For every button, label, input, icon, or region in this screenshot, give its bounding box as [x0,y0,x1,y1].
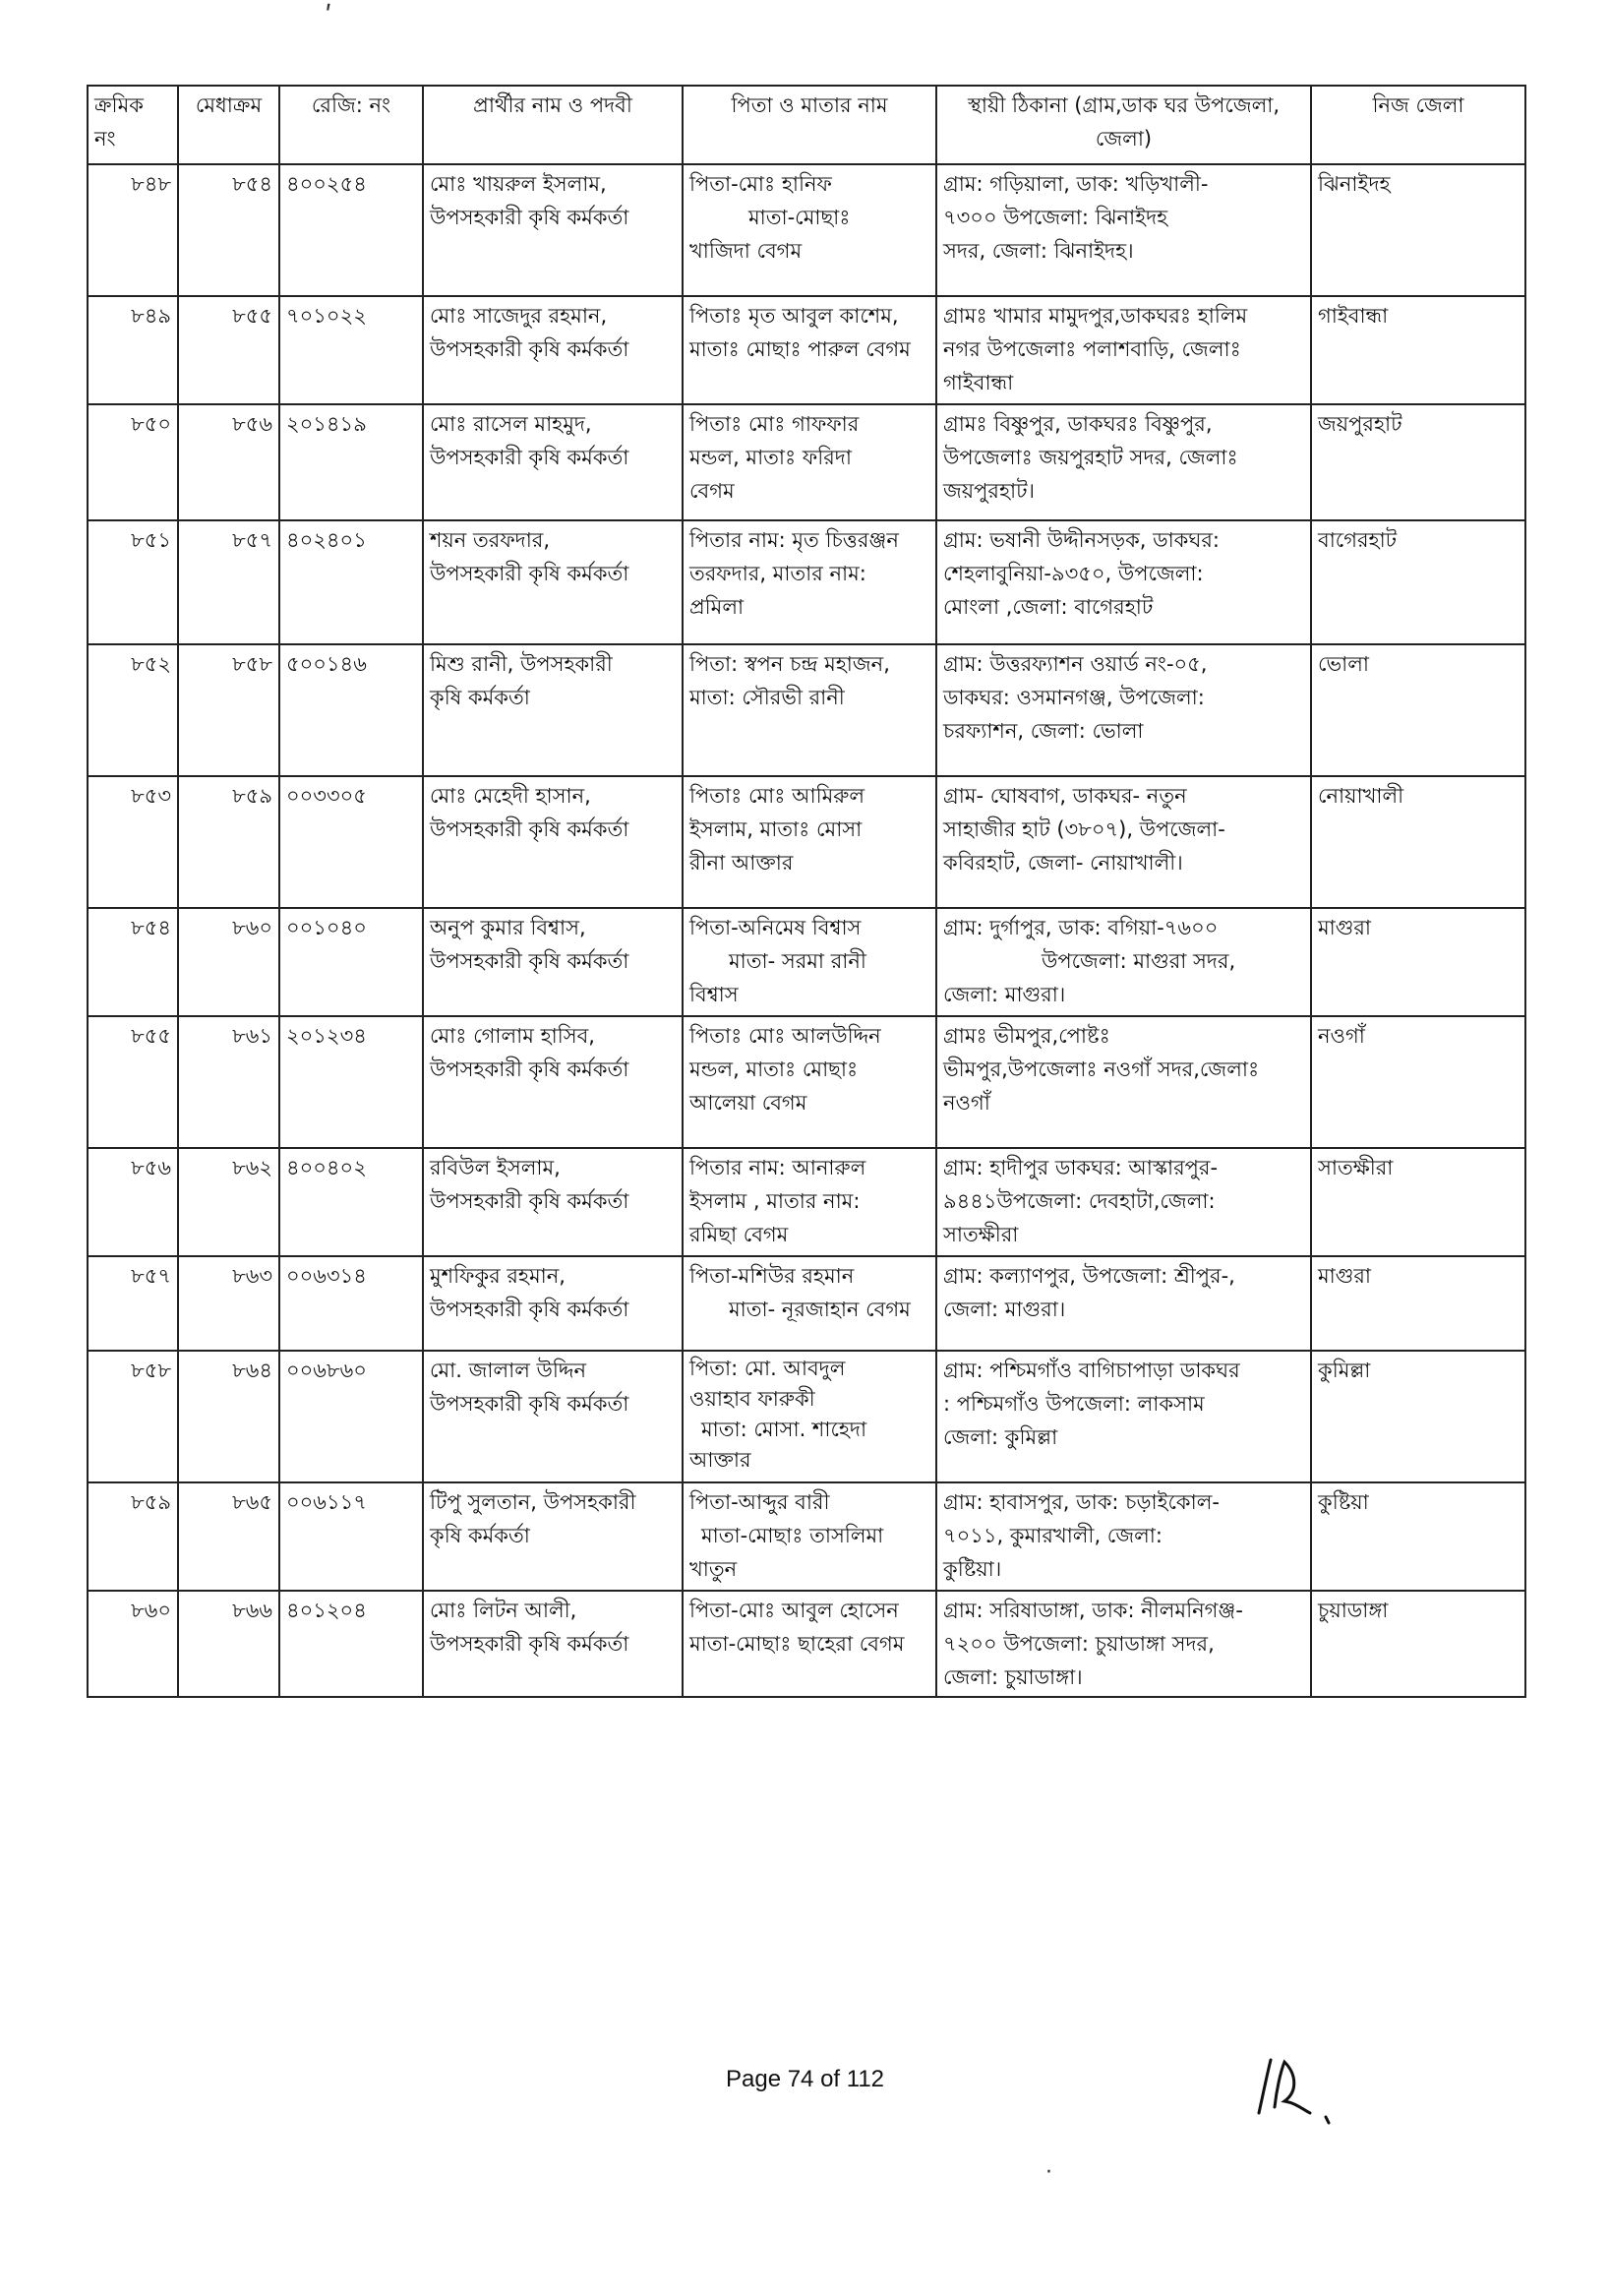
designation-line: উপসহকারী কৃষি কর্মকর্তা [430,1057,629,1081]
address-line: গ্রাম: হাবাসপুর, ডাক: চড়াইকোল- [943,1490,1220,1514]
parents-line: রমিছা বেগম [689,1223,789,1246]
address-line: জেলা: মাগুরা। [943,983,1066,1006]
name-cell [423,296,683,404]
parents-cell [683,296,936,404]
parents-cell [683,1351,936,1482]
serial-cell: ৮৫৮ [88,1351,178,1482]
merit-cell: ৮৫৫ [178,296,279,404]
parents-line: তরফদার, মাতার নাম: [689,562,866,585]
table-row [88,1351,1525,1482]
name-line: রবিউল ইসলাম, [430,1156,561,1179]
name-cell [423,1016,683,1148]
designation-line: উপসহকারী কৃষি কর্মকর্তা [430,337,629,361]
registration-cell: ০০৬৩১৪ [279,1256,423,1351]
parents-cell [683,164,936,296]
address-cell [936,1256,1311,1351]
parents-line: পিতা: স্বপন চন্দ্র মহাজন, [689,652,890,676]
parents-line: মাতা- সরমা রানী [729,949,866,973]
merit-cell: ৮৫৪ [178,164,279,296]
table-row [88,776,1525,908]
address-line: কবিরহাট, জেলা- নোয়াখালী। [943,851,1183,875]
parents-line: আলেয়া বেগম [689,1091,807,1115]
parents-line: মাতা- নূরজাহান বেগম [729,1298,911,1321]
parents-line: পিতার নাম: মৃত চিত্তরঞ্জন [689,528,899,552]
registration-cell: ০০৬১১৭ [279,1482,423,1591]
parents-line: পিতা-আব্দুর বারী [689,1490,830,1514]
parents-line: বেগম [689,479,735,503]
parents-line: পিতাঃ মোঃ গাফফার [689,412,860,436]
header-address: স্থায়ী ঠিকানা (গ্রাম,ডাক ঘর উপজেলা, জেলা) [936,86,1311,164]
name-line: টিপু সুলতান, উপসহকারী [430,1490,636,1514]
address-line: ৯৪৪১উপজেলা: দেবহাটা,জেলা: [943,1189,1216,1213]
merit-cell: ৮৬০ [178,908,279,1016]
parents-line: পিতা-মোঃ আবুল হোসেন [689,1599,899,1622]
district-cell: মাগুরা [1311,1256,1525,1351]
signature-icon [1241,2048,1349,2127]
registration-cell: ৫০০১৪৬ [279,644,423,776]
address-line: গ্রাম: কল্যাণপুর, উপজেলা: শ্রীপুর-, [943,1264,1235,1288]
address-line: গ্রাম: দুর্গাপুর, ডাক: বগিয়া-৭৬০০ [943,916,1219,939]
address-cell [936,296,1311,404]
serial-cell: ৮৪৮ [88,164,178,296]
address-line: গ্রাম: ভষানী উদ্দীনসড়ক, ডাকঘর: [943,528,1220,552]
table-row [88,1591,1525,1697]
address-line: মোংলা ,জেলা: বাগেরহাট [943,595,1154,619]
address-line: গ্রাম: উত্তরফ্যাশন ওয়ার্ড নং-০৫, [943,652,1208,676]
address-line: : পশ্চিমগাঁও উপজেলা: লাকসাম [943,1392,1205,1416]
name-cell [423,908,683,1016]
address-line: গ্রামঃ ভীমপুর,পোষ্টঃ [943,1024,1110,1048]
address-line: ডাকঘর: ওসমানগঞ্জ, উপজেলা: [943,686,1205,709]
parents-line: মাতা: মোসা. শাহেদা [701,1418,867,1441]
serial-cell: ৮৫২ [88,644,178,776]
parents-cell [683,1016,936,1148]
address-line: উপজেলা: মাগুরা সদর, [1042,949,1236,973]
district-cell: নওগাঁ [1311,1016,1525,1148]
serial-cell: ৮৫৯ [88,1482,178,1591]
district-cell: জয়পুরহাট [1311,404,1525,520]
registration-cell: ০০৩৩০৫ [279,776,423,908]
name-line: মোঃ রাসেল মাহমুদ, [430,412,592,436]
header-merit: মেধাক্রম [178,86,279,164]
merit-cell: ৮৫৯ [178,776,279,908]
district-cell: বাগেরহাট [1311,520,1525,644]
designation-line: উপসহকারী কৃষি কর্মকর্তা [430,562,629,585]
address-line: সদর, জেলা: ঝিনাইদহ। [943,239,1134,263]
serial-cell: ৮৫১ [88,520,178,644]
header-district: নিজ জেলা [1311,86,1525,164]
address-line: গ্রাম: গড়িয়ালা, ডাক: খড়িখালী- [943,172,1209,196]
parents-line: ওয়াহাব ফারুকী [689,1387,815,1411]
address-line: গ্রাম: সরিষাডাঙ্গা, ডাক: নীলমনিগঞ্জ- [943,1599,1243,1622]
address-line: ৭০১১, কুমারখালী, জেলা: [943,1524,1163,1547]
parents-line: রীনা আক্তার [689,851,794,875]
merit-cell: ৮৫৭ [178,520,279,644]
designation-line: কৃষি কর্মকর্তা [430,686,530,709]
registration-cell: ৪০০৪০২ [279,1148,423,1256]
name-line: মুশফিকুর রহমান, [430,1264,566,1288]
designation-line: উপসহকারী কৃষি কর্মকর্তা [430,1632,629,1656]
parents-line: প্রমিলা [689,595,745,619]
serial-cell: ৮৫৬ [88,1148,178,1256]
address-line: জেলা: মাগুরা। [943,1298,1066,1321]
merit-cell: ৮৬৬ [178,1591,279,1697]
parents-line: পিতা-মশিউর রহমান [689,1264,855,1288]
roster-sheet [87,85,1524,1698]
serial-cell: ৮৫৭ [88,1256,178,1351]
table-row [88,644,1525,776]
address-cell [936,1016,1311,1148]
name-line: মিশু রানী, উপসহকারী [430,652,613,676]
registration-cell: ৪০২৪০১ [279,520,423,644]
district-cell: নোয়াখালী [1311,776,1525,908]
designation-line: উপসহকারী কৃষি কর্মকর্তা [430,817,629,841]
parents-cell [683,520,936,644]
designation-line: উপসহকারী কৃষি কর্মকর্তা [430,1392,629,1416]
parents-line: মন্ডল, মাতাঃ ফরিদা [689,446,852,469]
district-cell: কুষ্টিয়া [1311,1482,1525,1591]
serial-cell: ৮৫৩ [88,776,178,908]
registration-cell: ০০৬৮৬০ [279,1351,423,1482]
address-line: সাহাজীর হাট (৩৮০৭), উপজেলা- [943,817,1225,841]
table-row [88,1148,1525,1256]
name-line: মোঃ মেহেদী হাসান, [430,784,591,808]
table-header-row [88,86,1525,164]
name-cell [423,644,683,776]
header-parents: পিতা ও মাতার নাম [683,86,936,164]
name-cell [423,776,683,908]
address-line: গ্রামঃ খামার মামুদপুর,ডাকঘরঃ হালিম [943,304,1248,328]
parents-line: পিতা-অনিমেষ বিশ্বাস [689,916,862,939]
table-row [88,1256,1525,1351]
merit-cell: ৮৬৪ [178,1351,279,1482]
table-row [88,1482,1525,1591]
parents-cell [683,908,936,1016]
district-cell: গাইবান্ধা [1311,296,1525,404]
merit-cell: ৮৬১ [178,1016,279,1148]
table-row [88,296,1525,404]
district-cell: সাতক্ষীরা [1311,1148,1525,1256]
header-name-designation: প্রার্থীর নাম ও পদবী [423,86,683,164]
district-cell: কুমিল্লা [1311,1351,1525,1482]
header-registration: রেজি: নং [279,86,423,164]
parents-cell [683,1256,936,1351]
address-line: জেলা: কুমিল্লা [943,1425,1058,1449]
designation-line: উপসহকারী কৃষি কর্মকর্তা [430,446,629,469]
registration-cell: ৪০০২৫৪ [279,164,423,296]
serial-cell: ৮৪৯ [88,296,178,404]
table-row [88,164,1525,296]
address-line: গ্রাম: পশ্চিমগাঁও বাগিচাপাড়া ডাকঘর [943,1359,1240,1382]
table-row [88,1016,1525,1148]
name-cell [423,1256,683,1351]
table-body [88,164,1525,1697]
merit-cell: ৮৫৮ [178,644,279,776]
designation-line: উপসহকারী কৃষি কর্মকর্তা [430,1189,629,1213]
merit-cell: ৮৬২ [178,1148,279,1256]
district-cell: মাগুরা [1311,908,1525,1016]
address-line: জেলা: চুয়াডাঙ্গা। [943,1665,1083,1689]
address-line: গাইবান্ধা [943,371,1014,394]
address-line: কুষ্টিয়া। [943,1557,1002,1581]
table-row [88,404,1525,520]
parents-line: মাতাঃ মোছাঃ পারুল বেগম [689,337,911,361]
address-line: ৭২০০ উপজেলা: চুয়াডাঙ্গা সদর, [943,1632,1215,1656]
address-line: চরফ্যাশন, জেলা: ভোলা [943,719,1144,743]
serial-cell: ৮৬০ [88,1591,178,1697]
address-line: গ্রাম- ঘোষবাগ, ডাকঘর- নতুন [943,784,1187,808]
address-cell [936,644,1311,776]
parents-line: মাতা-মোছাঃ তাসলিমা [701,1524,884,1547]
address-cell [936,1351,1311,1482]
parents-line: মাতা: সৌরভী রানী [689,686,845,709]
parents-line: বিশ্বাস [689,983,739,1006]
registration-cell: ০০১০৪০ [279,908,423,1016]
parents-cell [683,644,936,776]
registration-cell: ৭০১০২২ [279,296,423,404]
district-cell: চুয়াডাঙ্গা [1311,1591,1525,1697]
parents-line: পিতাঃ মোঃ আমিরুল [689,784,865,808]
address-line: ভীমপুর,উপজেলাঃ নওগাঁ সদর,জেলাঃ [943,1057,1260,1081]
page-number: Page 74 of 112 [725,2066,885,2092]
name-cell [423,520,683,644]
parents-line: পিতা: মো. আবদুল [689,1357,846,1380]
address-line: গ্রামঃ বিষ্ণুপুর, ডাকঘরঃ বিষ্ণুপুর, [943,412,1213,436]
parents-cell [683,404,936,520]
address-line: ৭৩০০ উপজেলা: ঝিনাইদহ [943,206,1168,229]
parents-line: আক্তার [689,1448,751,1472]
address-line: নগর উপজেলাঃ পলাশবাড়ি, জেলাঃ [943,337,1241,361]
header-serial: ক্রমিক নং [88,86,178,164]
registration-cell: ২০১২৩৪ [279,1016,423,1148]
district-cell: ভোলা [1311,644,1525,776]
parents-line: পিতার নাম: আনারুল [689,1156,866,1179]
merit-cell: ৮৫৬ [178,404,279,520]
address-line: গ্রাম: হাদীপুর ডাকঘর: আস্কারপুর- [943,1156,1219,1179]
address-cell [936,164,1311,296]
name-cell [423,164,683,296]
address-cell [936,404,1311,520]
serial-cell: ৮৫৫ [88,1016,178,1148]
parents-cell [683,776,936,908]
name-line: মোঃ গোলাম হাসিব, [430,1024,595,1048]
parents-line: মন্ডল, মাতাঃ মোছাঃ [689,1057,859,1081]
table-row [88,520,1525,644]
name-cell [423,404,683,520]
parents-cell [683,1148,936,1256]
table-row [88,908,1525,1016]
parents-line: পিতা-মোঃ হানিফ [689,172,832,196]
address-cell [936,520,1311,644]
name-cell [423,1148,683,1256]
name-cell [423,1591,683,1697]
name-line: মোঃ লিটন আলী, [430,1599,577,1622]
designation-line: উপসহকারী কৃষি কর্মকর্তা [430,949,629,973]
designation-line: উপসহকারী কৃষি কর্মকর্তা [430,1298,629,1321]
address-line: সাতক্ষীরা [943,1223,1019,1246]
parents-line: মাতা-মোছাঃ ছাহেরা বেগম [689,1632,905,1656]
parents-line: মাতা-মোছাঃ [748,206,851,229]
address-cell [936,908,1311,1016]
name-cell [423,1351,683,1482]
registration-cell: ২০১৪১৯ [279,404,423,520]
candidate-table [87,85,1526,1698]
address-cell [936,1148,1311,1256]
serial-cell: ৮৫০ [88,404,178,520]
parents-line: ইসলাম , মাতার নাম: [689,1189,861,1213]
merit-cell: ৮৬৫ [178,1482,279,1591]
name-line: মোঃ সাজেদুর রহমান, [430,304,608,328]
name-cell [423,1482,683,1591]
address-line: জয়পুরহাট। [943,479,1036,503]
registration-cell: ৪০১২০৪ [279,1591,423,1697]
designation-line: উপসহকারী কৃষি কর্মকর্তা [430,206,629,229]
address-cell [936,1591,1311,1697]
serial-cell: ৮৫৪ [88,908,178,1016]
name-line: মোঃ খায়রুল ইসলাম, [430,172,607,196]
name-line: মো. জালাল উদ্দিন [430,1359,586,1382]
address-line: শেহলাবুনিয়া-৯৩৫০, উপজেলা: [943,562,1204,585]
parents-line: পিতাঃ মৃত আবুল কাশেম, [689,304,899,328]
designation-line: কৃষি কর্মকর্তা [430,1524,530,1547]
parents-line: খাজিদা বেগম [689,239,803,263]
parents-line: ইসলাম, মাতাঃ মোসা [689,817,863,841]
scan-artifact-mark: ʹ [325,0,332,32]
address-cell [936,1482,1311,1591]
parents-cell [683,1482,936,1591]
merit-cell: ৮৬৩ [178,1256,279,1351]
parents-cell [683,1591,936,1697]
parents-line: পিতাঃ মোঃ আলউদ্দিন [689,1024,881,1048]
name-line: অনুপ কুমার বিশ্বাস, [430,916,586,939]
district-cell: ঝিনাইদহ [1311,164,1525,296]
address-line: নওগাঁ [943,1091,990,1115]
name-line: শয়ন তরফদার, [430,528,551,552]
parents-line: খাতুন [689,1557,738,1581]
address-cell [936,776,1311,908]
address-line: উপজেলাঃ জয়পুরহাট সদর, জেলাঃ [943,446,1238,469]
scan-artifact-mark: · [1045,2160,1052,2185]
